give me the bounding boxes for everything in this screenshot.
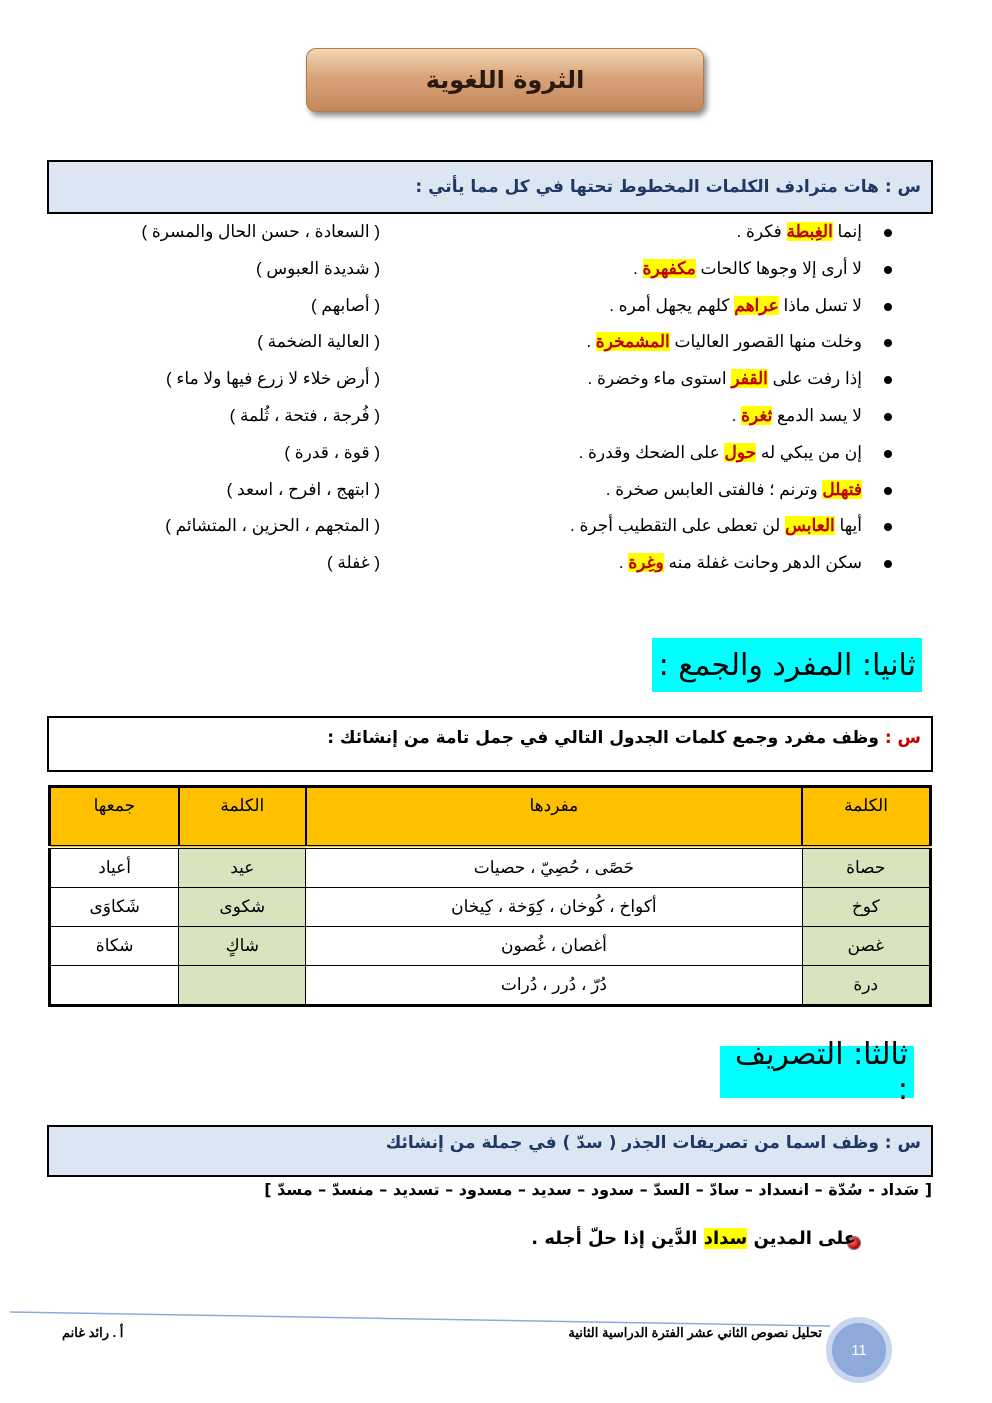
- sentence-pre: لا يسد الدمع: [772, 406, 862, 425]
- synonym-item: [72, 328, 892, 364]
- highlighted-word: العابس: [785, 516, 835, 536]
- synonym-sentence: [737, 222, 862, 242]
- cell-word-2: شاكٍ: [179, 927, 306, 966]
- header-singular: مفردها: [306, 787, 802, 848]
- highlighted-word: المشمخرة: [595, 332, 670, 352]
- table-row: [50, 927, 931, 966]
- bullet-icon: [884, 303, 892, 311]
- synonym-sentence: [606, 480, 862, 500]
- sentence-pre: إنما: [832, 222, 862, 241]
- cell-word-1: كوخ: [802, 888, 931, 927]
- root-derivatives: [ سَداد - سُدّة – انسداد – سادّ – السدّ – سدود – سديد – مسدود – تسديد – منسدّ – مسدّ ]: [264, 1180, 932, 1199]
- synonym-item: [72, 402, 892, 438]
- synonym-meaning: ( أصابهم ): [311, 295, 380, 315]
- highlighted-word: حول: [724, 442, 757, 462]
- sentence-post: وترنم ؛ فالفتى العابس صخرة .: [605, 479, 823, 499]
- cell-singular: أغصان ، غُصون: [306, 927, 802, 966]
- synonym-item: [72, 512, 892, 548]
- section-heading-text: ثالثا: التصريف :: [735, 1037, 908, 1107]
- highlighted-word: ثغرة: [741, 406, 773, 425]
- title-banner: [306, 48, 704, 112]
- synonym-sentence: [609, 296, 862, 316]
- conjugation-question: س : وظف اسما من تصريفات الجذر ( سدّ ) في جملة من إنشائك: [385, 1133, 921, 1153]
- sentence-pre: أيها: [834, 516, 862, 536]
- sentence-pre: لا تسل ماذا: [778, 295, 862, 315]
- cell-word-2: [179, 966, 306, 1006]
- table-row: [50, 888, 931, 927]
- bullet-icon: [884, 376, 892, 384]
- example-post: الدَّين إذا حلّ أجله .: [531, 1228, 704, 1249]
- cell-plural: أعياد: [50, 847, 179, 888]
- highlighted-word: فتهلل: [822, 479, 862, 499]
- synonym-meaning: ( أرض خلاء لا زرع فيها ولا ماء ): [166, 369, 380, 389]
- synonym-meaning: ( فُرجة ، فتحة ، ثُلمة ): [229, 406, 380, 425]
- cell-word-1: درة: [802, 966, 931, 1006]
- sentence-post: .: [731, 406, 742, 425]
- header-word-2: الكلمة: [179, 787, 306, 848]
- synonym-meaning: ( شديدة العبوس ): [256, 258, 380, 278]
- synonyms-question-box: [47, 160, 933, 214]
- cell-singular: حَصًى ، حُصِيّ ، حصيات: [306, 847, 802, 888]
- singular-plural-question: وظف مفرد وجمع كلمات الجدول التالي في جمل تامة من إنشائك :: [327, 728, 879, 748]
- bullet-icon: [884, 266, 892, 274]
- synonym-item: [72, 365, 892, 401]
- bullet-icon: [884, 339, 892, 347]
- synonym-sentence: [586, 332, 862, 352]
- highlighted-word: عراهم: [734, 295, 779, 315]
- highlighted-word: الغِبطة: [786, 222, 833, 241]
- sentence-pre: إذا رفت على: [767, 369, 862, 389]
- sentence-post: على الضحك وقدرة .: [578, 442, 725, 462]
- highlighted-word: وغِرة: [628, 553, 664, 573]
- synonyms-question: س : هات مترادف الكلمات المخطوط تحتها في كل مما يأتي :: [415, 177, 921, 197]
- page-number: 11: [826, 1317, 892, 1383]
- synonym-item: [72, 549, 892, 585]
- cell-singular: دُرّ ، دُرر ، دُرات: [306, 966, 802, 1006]
- section-heading-text: ثانيا: المفرد والجمع :: [658, 647, 916, 683]
- example-pre: على المدين: [747, 1228, 856, 1249]
- cell-word-2: شكوى: [179, 888, 306, 927]
- sentence-pre: إن من يبكي له: [756, 442, 862, 462]
- bullet-icon: [884, 523, 892, 531]
- bullet-icon: [884, 450, 892, 458]
- synonym-sentence: [579, 443, 862, 463]
- synonym-item: [72, 292, 892, 328]
- synonym-sentence: [619, 553, 862, 573]
- synonym-item: [72, 255, 892, 291]
- cell-singular: أكواخ ، كُوخان ، كِوَخة ، كِيخان: [306, 888, 802, 927]
- synonym-meaning: ( غفلة ): [326, 553, 380, 573]
- synonym-sentence: [633, 259, 862, 279]
- sentence-post: لن تعطى على التقطيب أجرة .: [570, 516, 786, 536]
- cell-plural: شكاة: [50, 927, 179, 966]
- sentence-post: .: [633, 258, 643, 278]
- conjugation-question-box: [47, 1125, 933, 1177]
- cell-word-1: حصاة: [802, 847, 931, 888]
- page-title: الثروة اللغوية: [425, 66, 585, 94]
- cell-word-1: غصن: [802, 927, 931, 966]
- table-row: [50, 847, 931, 888]
- sentence-pre: وخلت منها القصور العاليات: [669, 332, 862, 352]
- footer-course: تحليل نصوص الثاني عشر الفترة الدراسية الثانية: [568, 1325, 822, 1340]
- cell-plural: [50, 966, 179, 1006]
- cell-plural: شَكاوَى: [50, 888, 179, 927]
- sentence-pre: سكن الدهر وحانت غفلة منه: [663, 553, 862, 573]
- sentence-post: كلهم يجهل أمره .: [609, 295, 735, 315]
- table-header-row: [50, 787, 931, 848]
- header-plural: جمعها: [50, 787, 179, 848]
- synonym-meaning: ( ابتهج ، افرح ، اسعد ): [226, 479, 380, 499]
- synonym-sentence: [570, 516, 862, 536]
- synonym-meaning: ( المتجهم ، الحزين ، المتشائم ): [165, 516, 380, 536]
- highlighted-word: مكفهرة: [642, 258, 696, 278]
- example-highlight: سداد: [703, 1228, 748, 1249]
- synonym-meaning: ( قوة ، قدرة ): [284, 442, 380, 462]
- synonym-meaning: ( السعادة ، حسن الحال والمسرة ): [141, 222, 380, 241]
- sentence-post: .: [586, 332, 596, 352]
- footer-line: [10, 1312, 830, 1326]
- sentence-post: فكرة .: [736, 222, 787, 241]
- section-heading-singular-plural: [652, 638, 922, 692]
- synonym-item: [72, 439, 892, 475]
- synonym-item: [72, 218, 892, 254]
- synonym-item: [72, 476, 892, 512]
- footer-author: أ . رائد غانم: [62, 1325, 124, 1340]
- sentence-post: استوى ماء وخضرة .: [587, 369, 732, 389]
- question-marker: س :: [884, 728, 921, 748]
- highlighted-word: القفر: [731, 369, 768, 389]
- example-sentence: [531, 1228, 856, 1249]
- synonym-meaning: ( العالية الضخمة ): [257, 332, 380, 352]
- sentence-post: .: [618, 553, 629, 573]
- bullet-icon: [884, 560, 892, 568]
- synonym-sentence: [732, 406, 862, 426]
- synonym-sentence: [588, 369, 862, 389]
- bullet-icon: [884, 413, 892, 421]
- bullet-icon: [884, 487, 892, 495]
- cell-word-2: عيد: [179, 847, 306, 888]
- table-row: [50, 966, 931, 1006]
- section-heading-conjugation: [720, 1037, 914, 1107]
- bullet-icon: [884, 229, 892, 237]
- sentence-pre: لا أرى إلا وجوها كالحات: [695, 258, 862, 278]
- words-table: [48, 785, 932, 1007]
- header-word-1: الكلمة: [802, 787, 931, 848]
- singular-plural-question-box: [47, 716, 933, 772]
